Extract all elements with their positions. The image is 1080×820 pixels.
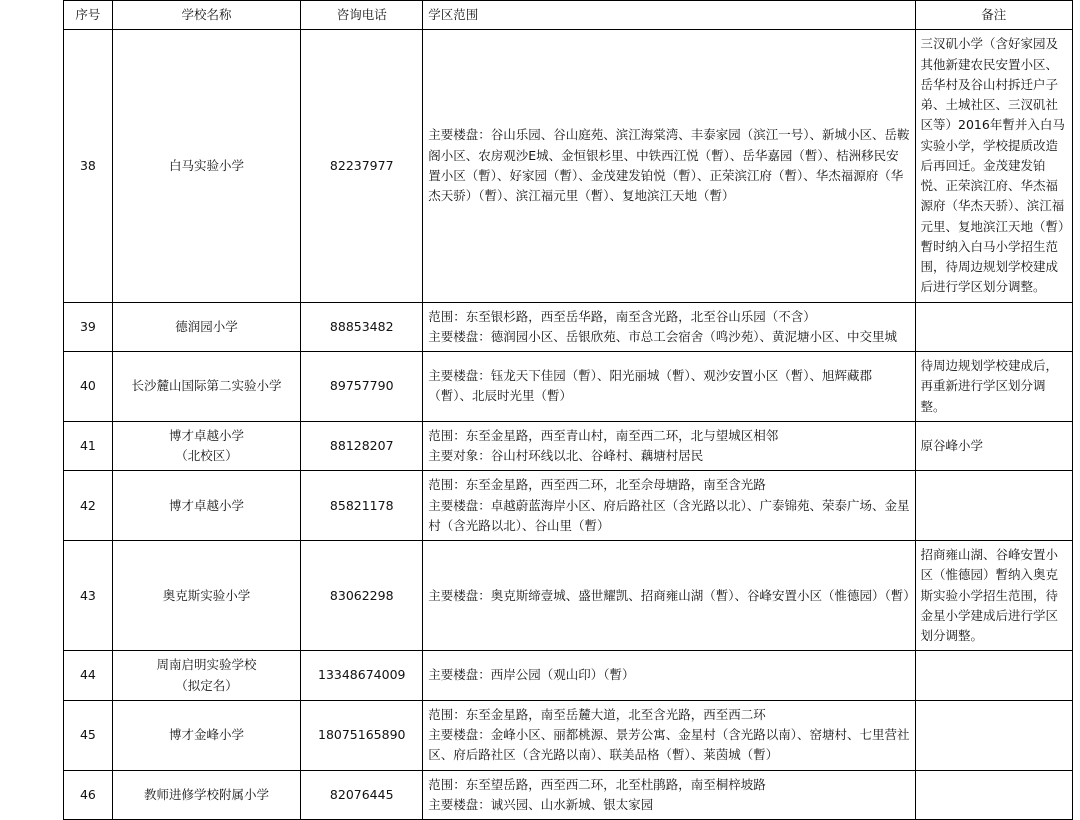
- cell-phone: 82237977: [301, 30, 423, 302]
- cell-phone: 13348674009: [301, 651, 423, 701]
- table-row: [64, 421, 1073, 471]
- cell-district-scope: 范围：东至银杉路，西至岳华路，南至含光路，北至谷山乐园（不含） 主要楼盘：德润园小区、岳银欣苑、市总工会宿舍（鸣沙苑）、黄泥塘小区、中交里城: [423, 302, 915, 352]
- header-cell-remark: 备注: [915, 1, 1072, 30]
- school-district-table: [63, 0, 1073, 820]
- cell-serial-number: 45: [64, 700, 113, 770]
- table-row: [64, 541, 1073, 651]
- cell-school-name: 德润园小学: [112, 302, 300, 352]
- cell-district-scope: 主要楼盘：西岸公园（观山印）（暫）: [423, 651, 915, 701]
- cell-district-scope: 主要楼盘：奥克斯缔壹城、盛世耀凯、招商雍山湖（暫）、谷峰安置小区（惟德园）（暫）: [423, 541, 915, 651]
- header-cell-phone: 咨询电话: [301, 1, 423, 30]
- cell-school-name: 长沙麓山国际第二实验小学: [112, 352, 300, 422]
- cell-school-name: 白马实验小学: [112, 30, 300, 302]
- cell-serial-number: 42: [64, 471, 113, 541]
- cell-remark: [915, 700, 1072, 770]
- table-row: [64, 770, 1073, 820]
- cell-phone: 82076445: [301, 770, 423, 820]
- cell-phone: 85821178: [301, 471, 423, 541]
- table-row: [64, 30, 1073, 302]
- cell-phone: 83062298: [301, 541, 423, 651]
- header-cell-no: 序号: [64, 1, 113, 30]
- cell-remark: 原谷峰小学: [915, 421, 1072, 471]
- cell-school-name: 博才卓越小学 （北校区）: [112, 421, 300, 471]
- cell-serial-number: 46: [64, 770, 113, 820]
- cell-school-name: 博才卓越小学: [112, 471, 300, 541]
- cell-school-name: 奥克斯实验小学: [112, 541, 300, 651]
- table-row: [64, 302, 1073, 352]
- table-header-row-clipped: [64, 1, 1073, 30]
- header-cell-scope: 学区范围: [423, 1, 915, 30]
- cell-phone: 88853482: [301, 302, 423, 352]
- cell-remark: [915, 302, 1072, 352]
- cell-serial-number: 41: [64, 421, 113, 471]
- cell-remark: 待周边规划学校建成后，再重新进行学区划分调整。: [915, 352, 1072, 422]
- cell-phone: 88128207: [301, 421, 423, 471]
- cell-phone: 89757790: [301, 352, 423, 422]
- table-body: [64, 1, 1073, 820]
- cell-serial-number: 43: [64, 541, 113, 651]
- cell-district-scope: 范围：东至金星路，西至西二环，北至佘母塘路，南至含光路 主要楼盘：卓越蔚蓝海岸小区、府后路社区（含光路以北）、广泰锦苑、荣泰广场、金星村（含光路以北）、谷山里（暫）: [423, 471, 915, 541]
- table-row: [64, 352, 1073, 422]
- cell-remark: 招商雍山湖、谷峰安置小区（惟德园）暫纳入奥克斯实验小学招生范围，待金星小学建成后进行学区划分调整。: [915, 541, 1072, 651]
- table-row: [64, 700, 1073, 770]
- cell-district-scope: 范围：东至金星路，南至岳麓大道，北至含光路，西至西二环 主要楼盘：金峰小区、丽都桃源、景芳公寓、金星村（含光路以南）、窑塘村、七里营社区、府后路社区（含光路以南）、联美品格（暫）、莱茵城（暫）: [423, 700, 915, 770]
- cell-district-scope: 主要楼盘：钰龙天下佳园（暫）、阳光丽城（暫）、观沙安置小区（暫）、旭辉藏郡（暫）、北辰时光里（暫）: [423, 352, 915, 422]
- cell-remark: [915, 770, 1072, 820]
- cell-remark: [915, 471, 1072, 541]
- cell-serial-number: 40: [64, 352, 113, 422]
- cell-remark: [915, 651, 1072, 701]
- cell-remark: 三汊矶小学（含好家园及其他新建农民安置小区、岳华村及谷山村拆迁户子弟、土城社区、三汊矶社区等）2016年暫并入白马实验小学，学校提质改造后再回迁。金茂建发铂悦、正荣滨江府、华杰福源府（华杰天骄）、滨江福元里、复地滨江天地（暫）暫时纳入白马小学招生范围，待周边规划学校建成后进行学区划分调整。: [915, 30, 1072, 302]
- cell-district-scope: 范围：东至望岳路，西至西二环，北至杜鹃路，南至桐梓坡路 主要楼盘：诚兴园、山水新城、银太家园: [423, 770, 915, 820]
- cell-school-name: 教师进修学校附属小学: [112, 770, 300, 820]
- cell-school-name: 博才金峰小学: [112, 700, 300, 770]
- cell-school-name: 周南启明实验学校 （拟定名）: [112, 651, 300, 701]
- cell-phone: 18075165890: [301, 700, 423, 770]
- cell-district-scope: 主要楼盘：谷山乐园、谷山庭苑、滨江海棠湾、丰泰家园（滨江一号）、新城小区、岳鞍阁小区、农房观沙E城、金恒银杉里、中铁西江悦（暫）、岳华嘉园（暫）、桔洲移民安置小区（暫）、好家园（暫）、金茂建发铂悦（暫）、正荣滨江府（暫）、华杰福源府（华杰天骄）（暫）、滨江福元里（暫）、复地滨江天地（暫）: [423, 30, 915, 302]
- cell-serial-number: 38: [64, 30, 113, 302]
- cell-district-scope: 范围：东至金星路，西至青山村，南至西二环，北与望城区相邻 主要对象：谷山村环线以北、谷峰村、藕塘村居民: [423, 421, 915, 471]
- cell-serial-number: 44: [64, 651, 113, 701]
- cell-serial-number: 39: [64, 302, 113, 352]
- table-row: [64, 471, 1073, 541]
- table-row: [64, 651, 1073, 701]
- header-cell-name: 学校名称: [112, 1, 300, 30]
